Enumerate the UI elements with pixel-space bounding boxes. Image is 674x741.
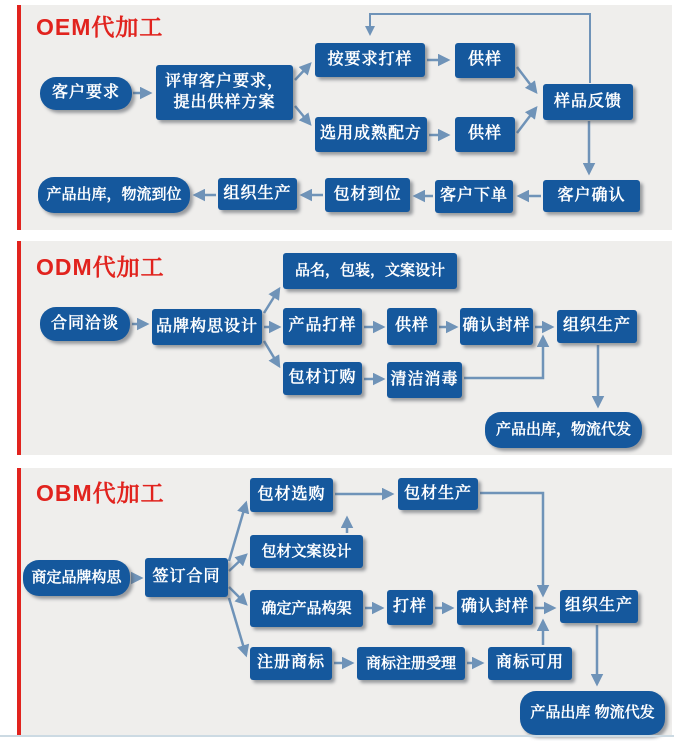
node-contract-negotiation: 合同洽谈 [40,307,130,341]
node-brand-concept-design: 品牌构思设计 [152,309,262,345]
node-sign-contract: 签订合同 [145,558,228,597]
node-cleaning-disinfection: 清洁消毒 [387,362,462,398]
node-sample-per-request: 按要求打样 [315,43,425,77]
node-supply-sample-2: 供样 [455,117,515,152]
node-product-sampling: 产品打样 [283,308,362,345]
odm-section-title: ODM代加工 [36,254,165,280]
node-packaging-ready: 包材到位 [325,178,410,212]
node-sample-feedback: 样品反馈 [543,84,633,120]
node-define-product-structure: 确定产品构架 [250,590,363,627]
node-customer-order: 客户下单 [435,180,513,213]
node-customer-requirements: 客户要求 [40,77,132,110]
node-confirm-sealed-odm: 确认封样 [460,308,533,345]
node-organize-production-oem: 组织生产 [218,178,297,210]
node-outbound-logistics-odm: 产品出库，物流代发 [485,412,642,448]
node-agree-brand-concept: 商定品牌构思 [23,560,130,596]
node-sampling-obm: 打样 [387,590,433,625]
node-customer-confirm: 客户确认 [543,180,640,212]
node-use-mature-formula: 选用成熟配方 [315,117,427,152]
node-trademark-registration: 注册商标 [250,647,332,680]
node-outbound-logistics-obm: 产品出库 物流代发 [520,691,665,735]
node-review-requirements: 评审客户要求，提出供样方案 [156,65,293,120]
node-confirm-sealed-obm: 确认封样 [457,590,533,625]
node-supply-sample-odm: 供样 [387,308,437,345]
node-outbound-logistics-oem: 产品出库，物流到位 [38,177,190,213]
node-organize-production-odm: 组织生产 [557,310,637,343]
obm-section-title: OBM代加工 [36,480,165,506]
oem-section-title: OEM代加工 [36,14,164,40]
bottom-divider-line [0,735,674,737]
node-packaging-purchase: 包材订购 [283,362,362,395]
node-trademark-available: 商标可用 [488,647,572,680]
node-packaging-copy-design: 包材文案设计 [250,535,363,568]
node-packaging-production: 包材生产 [398,478,478,510]
node-trademark-acceptance: 商标注册受理 [357,647,465,680]
node-name-packaging-copy: 品名，包装，文案设计 [283,253,457,289]
node-packaging-selection: 包材选购 [250,478,333,512]
node-supply-sample-1: 供样 [455,43,515,78]
node-organize-production-obm: 组织生产 [560,590,638,623]
